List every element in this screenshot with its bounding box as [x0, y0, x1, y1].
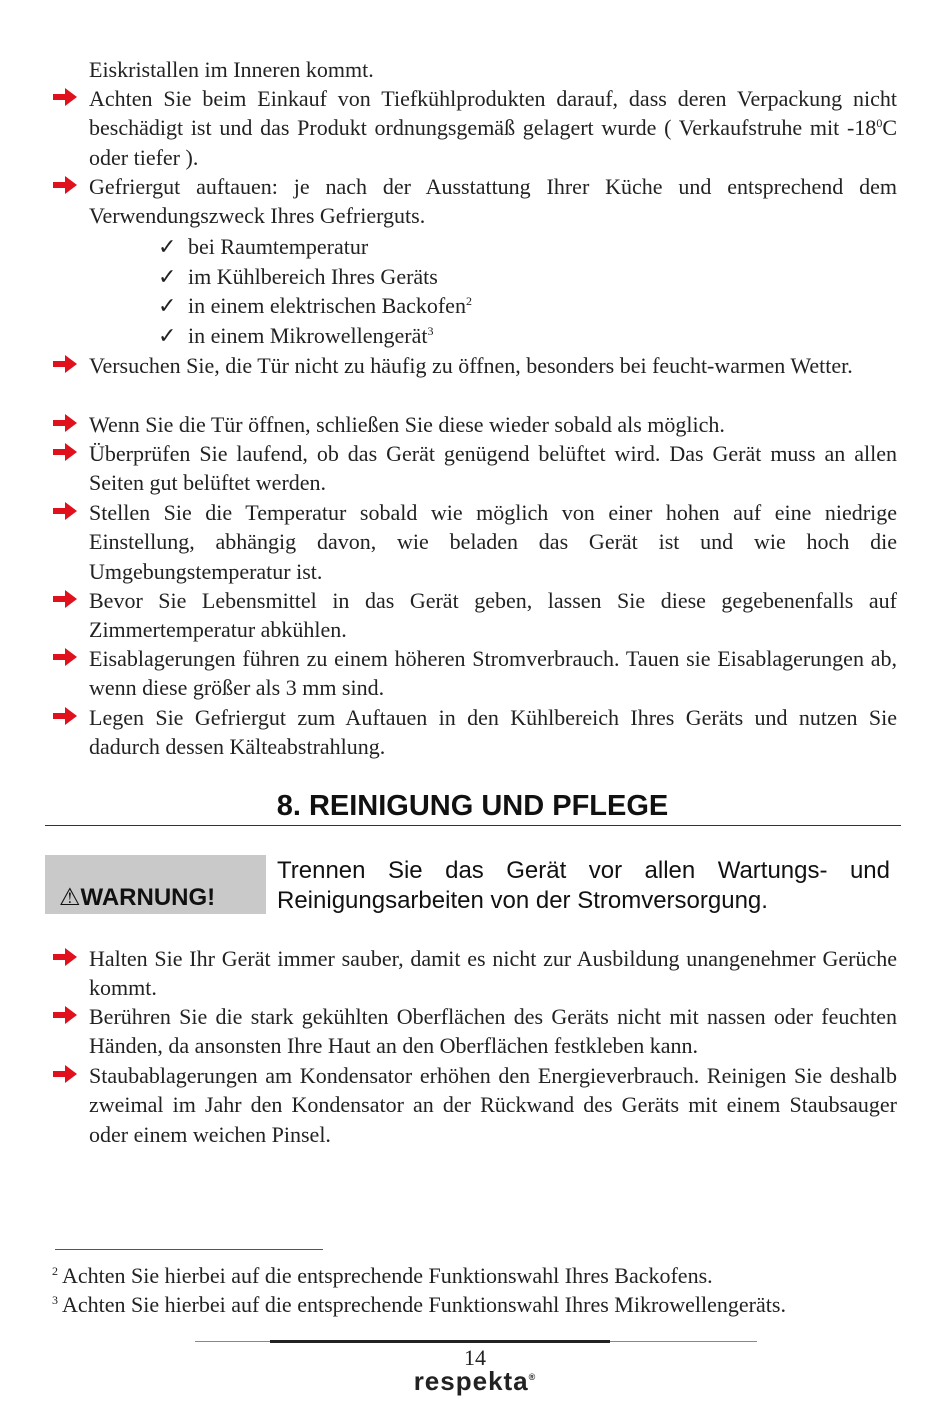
footnote: [52, 1261, 713, 1290]
list-item-text: Versuchen Sie, die Tür nicht zu häufig zu öffnen, besonders bei feucht-warmen Wetter.: [89, 353, 853, 378]
list-item-text: Bevor Sie Lebensmittel in das Gerät geben, lassen Sie diese gegebenenfalls auf Zimmertemperatur abkühlen.: [89, 588, 897, 643]
footnote-ref: 3: [427, 324, 434, 338]
list-item-text: Legen Sie Gefriergut zum Auftauen in den Kühlbereich Ihres Geräts und nutzen Sie dadurch dessen Kälteabstrahlung.: [89, 705, 897, 760]
list-item: [89, 586, 897, 645]
checkmark-icon: ✓: [158, 234, 177, 259]
arrow-bullet-icon: [53, 707, 77, 725]
list-item-text: Eisablagerungen führen zu einem höheren Stromverbrauch. Tauen sie Eisablagerungen ab, wenn diese größer als 3 mm sind.: [89, 646, 897, 701]
checklist-item-text: im Kühlbereich Ihres Geräts: [188, 264, 438, 289]
warning-triangle-icon: ⚠: [59, 884, 81, 911]
list-item: [89, 172, 897, 231]
arrow-bullet-icon: [53, 88, 77, 106]
list-item-text: Stellen Sie die Temperatur sobald wie möglich von einer hohen auf eine niedrige Einstellung, abhängig davon, wie beladen das Gerät ist und wie hoch die Umgebungstemperatur ist.: [89, 500, 897, 584]
checklist-item: [158, 321, 433, 350]
footnote-number: 3: [52, 1293, 58, 1307]
list-item-text: Halten Sie Ihr Gerät immer sauber, damit es nicht zur Ausbildung unangenehmer Gerüche kommt.: [89, 946, 897, 1001]
brand-logo: [0, 1366, 950, 1397]
checklist-item: [158, 291, 472, 320]
checklist-item-text: in einem elektrischen Backofen: [188, 293, 466, 318]
checkmark-icon: ✓: [158, 293, 177, 318]
section-divider: [45, 825, 901, 826]
list-item: [89, 410, 897, 439]
intro-continuation: Eiskristallen im Inneren kommt.: [89, 57, 374, 82]
checklist-item-text: bei Raumtemperatur: [188, 234, 369, 259]
warning-box: [45, 855, 266, 914]
arrow-bullet-icon: [53, 948, 77, 966]
list-item: [89, 644, 897, 703]
list-item: [89, 703, 897, 762]
warning-label: WARNUNG!: [80, 884, 216, 911]
footnote-text: Achten Sie hierbei auf die entsprechende Funktionswahl Ihres Mikrowellengeräts.: [62, 1292, 786, 1317]
list-item: [89, 439, 897, 498]
footnote-number: 2: [52, 1264, 58, 1278]
list-item-text: Wenn Sie die Tür öffnen, schließen Sie diese wieder sobald als möglich.: [89, 412, 725, 437]
arrow-bullet-icon: [53, 502, 77, 520]
list-item: [89, 351, 897, 380]
list-item: [89, 944, 897, 1003]
arrow-bullet-icon: [53, 648, 77, 666]
arrow-bullet-icon: [53, 1006, 77, 1024]
list-item-text: Achten Sie beim Einkauf von Tiefkühlprodukten darauf, dass deren Verpackung nicht beschädigt ist und das Produkt ordnungsgemäß gelagert wurde ( Verkaufstruhe mit -18: [89, 86, 897, 141]
arrow-bullet-icon: [53, 590, 77, 608]
arrow-bullet-icon: [53, 1065, 77, 1083]
list-item-text: Berühren Sie die stark gekühlten Oberflächen des Geräts nicht mit nassen oder feuchten Händen, da ansonsten Ihre Haut an den Oberflächen festkleben kann.: [89, 1004, 897, 1059]
arrow-bullet-icon: [53, 414, 77, 432]
checkmark-icon: ✓: [158, 323, 177, 348]
warning-text: Trennen Sie das Gerät vor allen Wartungs- und Reinigungsarbeiten von der Stromversorgung.: [277, 857, 890, 914]
superscript: 0: [876, 116, 883, 131]
registered-mark: ®: [528, 1372, 537, 1382]
list-item: [89, 498, 897, 586]
list-item-text-tail: C oder tiefer ).: [89, 115, 897, 170]
list-item-text: Überprüfen Sie laufend, ob das Gerät genügend belüftet wird. Das Gerät muss an allen Seiten gut belüftet werden.: [89, 441, 897, 496]
list-item: [89, 1002, 897, 1061]
list-item: [89, 84, 897, 172]
arrow-bullet-icon: [53, 443, 77, 461]
checklist-item: [158, 232, 368, 261]
list-item: [89, 1061, 897, 1149]
list-item-text: Gefriergut auftauen: je nach der Ausstattung Ihrer Küche und entsprechend dem Verwendungszweck Ihres Gefrierguts.: [89, 174, 897, 229]
footnote-ref: 2: [465, 294, 472, 308]
footnote: [52, 1290, 786, 1319]
checklist-item: [158, 262, 438, 291]
list-item-text: Staubablagerungen am Kondensator erhöhen den Energieverbrauch. Reinigen Sie deshalb zweimal im Jahr den Kondensator an der Rückwand des Geräts mit einem Staubsauger oder einem weichen Pinsel.: [89, 1063, 897, 1147]
page-number: 14: [464, 1345, 486, 1370]
checklist-item-text: in einem Mikrowellengerät: [188, 323, 428, 348]
checkmark-icon: ✓: [158, 264, 177, 289]
footnote-text: Achten Sie hierbei auf die entsprechende Funktionswahl Ihres Backofens.: [62, 1263, 713, 1288]
section-heading: 8. REINIGUNG UND PFLEGE: [276, 790, 669, 822]
footnote-divider: [55, 1249, 323, 1250]
arrow-bullet-icon: [53, 355, 77, 373]
arrow-bullet-icon: [53, 176, 77, 194]
footer-divider-accent: [270, 1340, 610, 1343]
brand-logo-text: respekta: [413, 1366, 529, 1396]
